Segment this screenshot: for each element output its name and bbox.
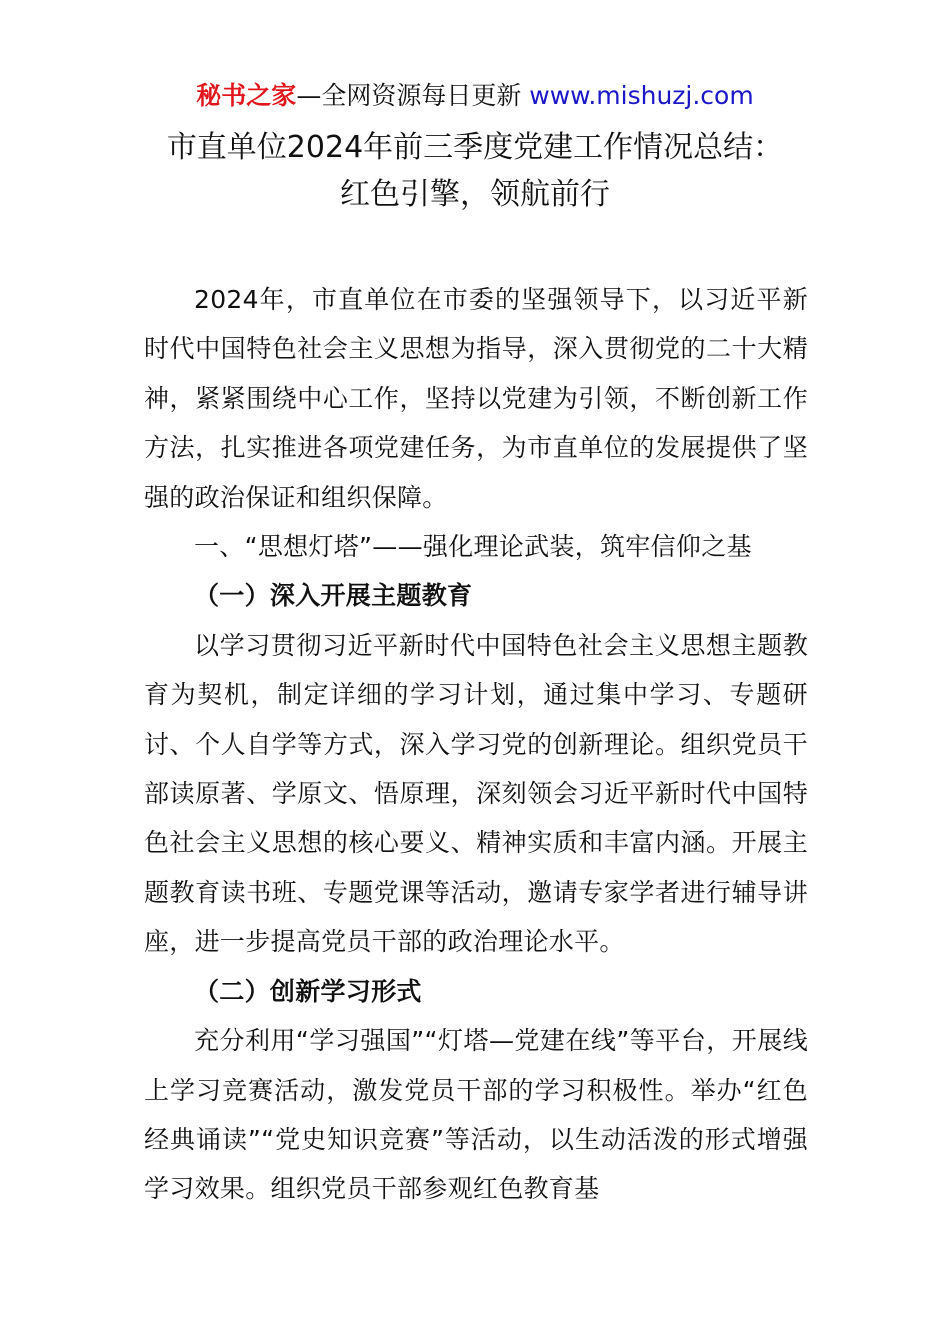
site-url[interactable]: www.mishuzj.com bbox=[529, 81, 754, 110]
site-slogan: —全网资源每日更新 bbox=[296, 81, 522, 110]
subsection-heading: （一）深入开展主题教育 bbox=[194, 581, 473, 611]
subsection-paragraph: 充分利用“学习强国”“灯塔—党建在线”等平台，开展线上学习竞赛活动，激发党员干部的学习积极性。举办“红色经典诵读”“党史知识竞赛”等活动，以生动活泼的形式增强学习效果。组织党员干部参观红色教育基 bbox=[144, 1026, 808, 1204]
subsection-paragraph: 以学习贯彻习近平新时代中国特色社会主义思想主题教育为契机，制定详细的学习计划，通过集中学习、专题研讨、个人自学等方式，深入学习党的创新理论。组织党员干部读原著、学原文、悟原理，深刻领会习近平新时代中国特色社会主义思想的核心要义、精神实质和丰富内涵。开展主题教育读书班、专题党课等活动，邀请专家学者进行辅导讲座，进一步提高党员干部的政治理论水平。 bbox=[144, 630, 808, 957]
document-title-line2: 红色引擎，领航前行 bbox=[340, 177, 610, 212]
section-heading: 一、“思想灯塔”——强化理论武装，筑牢信仰之基 bbox=[194, 532, 752, 562]
site-brand: 秘书之家 bbox=[196, 81, 297, 110]
document-body bbox=[144, 275, 808, 1214]
site-banner bbox=[0, 80, 950, 112]
intro-paragraph: 2024年，市直单位在市委的坚强领导下，以习近平新时代中国特色社会主义思想为指导，深入贯彻党的二十大精神，紧紧围绕中心工作，坚持以党建为引领，不断创新工作方法，扎实推进各项党建任务，为市直单位的发展提供了坚强的政治保证和组织保障。 bbox=[144, 285, 808, 512]
subsection-heading: （二）创新学习形式 bbox=[194, 976, 422, 1006]
document-title-line1: 市直单位2024年前三季度党建工作情况总结： bbox=[166, 130, 784, 165]
